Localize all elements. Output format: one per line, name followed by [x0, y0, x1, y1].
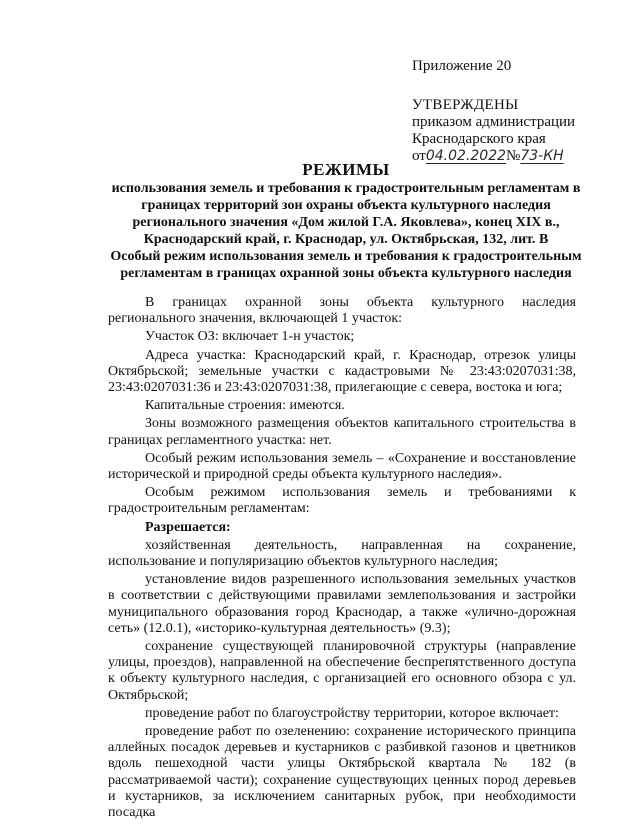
body-paragraph: Адреса участка: Краснодарский край, г. Краснодар, отрезок улицы Октябрьской; земельные участки с кадастровыми № 23:43:0207031:38, 23:43:0207031:36 и 23:43:0207031:38, прилегающие с севера, востока и юга;	[108, 347, 576, 396]
approval-line-2: Краснодарского края	[412, 131, 546, 147]
annex-number: Приложение 20	[412, 58, 512, 74]
approval-line-1: приказом администрации	[412, 114, 576, 130]
title-block	[108, 160, 584, 248]
body-paragraph: хозяйственная деятельность, направленная на сохранение, использование и популяризацию объектов культурного наследия;	[108, 537, 576, 570]
document-title: РЕЖИМЫ	[302, 160, 390, 179]
body-paragraph: Участок ОЗ: включает 1-н участок;	[145, 329, 355, 345]
body-paragraph: проведение работ по благоустройству территории, которое включает:	[145, 705, 559, 721]
body-paragraph: проведение работ по озеленению: сохранение исторического принципа аллейных посадок деревьев и кустарников с разбивкой газонов и цветников вдоль пешеходной части улицы Октябрьской квартала № 182 (в рассматриваемой части); сохранение существующих ценных пород деревьев и кустарников, за исключением санитарных рубок, при необходимости посадка	[108, 724, 576, 821]
body-paragraph: Капитальные строения: имеются.	[145, 398, 345, 414]
body-paragraph: установление видов разрешенного использования земельных участков в соответствии с действующими правилами землепользования и застройки муниципального образования город Краснодар, а также «улично-дорожная сеть» (12.0.1), «историко-культурная деятельность» (9.3);	[108, 572, 576, 636]
body-paragraph: Особым режимом использования земель и требованиями к градостроительным регламентам:	[108, 485, 576, 517]
number-prefix: №	[506, 148, 521, 164]
body-paragraph: Зоны возможного размещения объектов капитального строительства в границах регламентного участка: нет.	[108, 416, 576, 448]
body-paragraph: В границах охранной зоны объекта культурного наследия регионального значения, включающей 1 участок:	[108, 295, 576, 327]
handwritten-date: 04.02.2022	[425, 148, 507, 164]
approved-label: УТВЕРЖДЕНЫ	[412, 97, 519, 113]
body-paragraph: сохранение существующей планировочной структуры (направление улицы, проездов), направленной на обеспечение беспрепятственного доступа к объекту культурного наследия, с организацией его основного обзора с ул. Октябрьской;	[108, 639, 576, 703]
section-heading: Особый режим использования земель и требования к градостроительным регламентам в границах охранной зоны объекта культурного наследия	[110, 249, 582, 281]
handwritten-number: 73-КН	[520, 148, 564, 164]
approval-header	[412, 58, 622, 165]
document-subtitle: использования земель и требования к градостроительным регламентам в границах территорий зон охраны объекта культурного наследия регионального значения «Дом жилой Г.А. Яковлева», конец XIX в., Краснодарский край, г. Краснодар, ул. Октябрьская, 132, лит. В	[111, 181, 581, 247]
body-paragraph: Особый режим использования земель – «Сохранение и восстановление исторической и природной среды объекта культурного наследия».	[108, 450, 576, 483]
allowed-heading: Разрешается:	[145, 519, 231, 535]
document-body	[108, 295, 576, 823]
date-prefix: от	[412, 148, 426, 164]
